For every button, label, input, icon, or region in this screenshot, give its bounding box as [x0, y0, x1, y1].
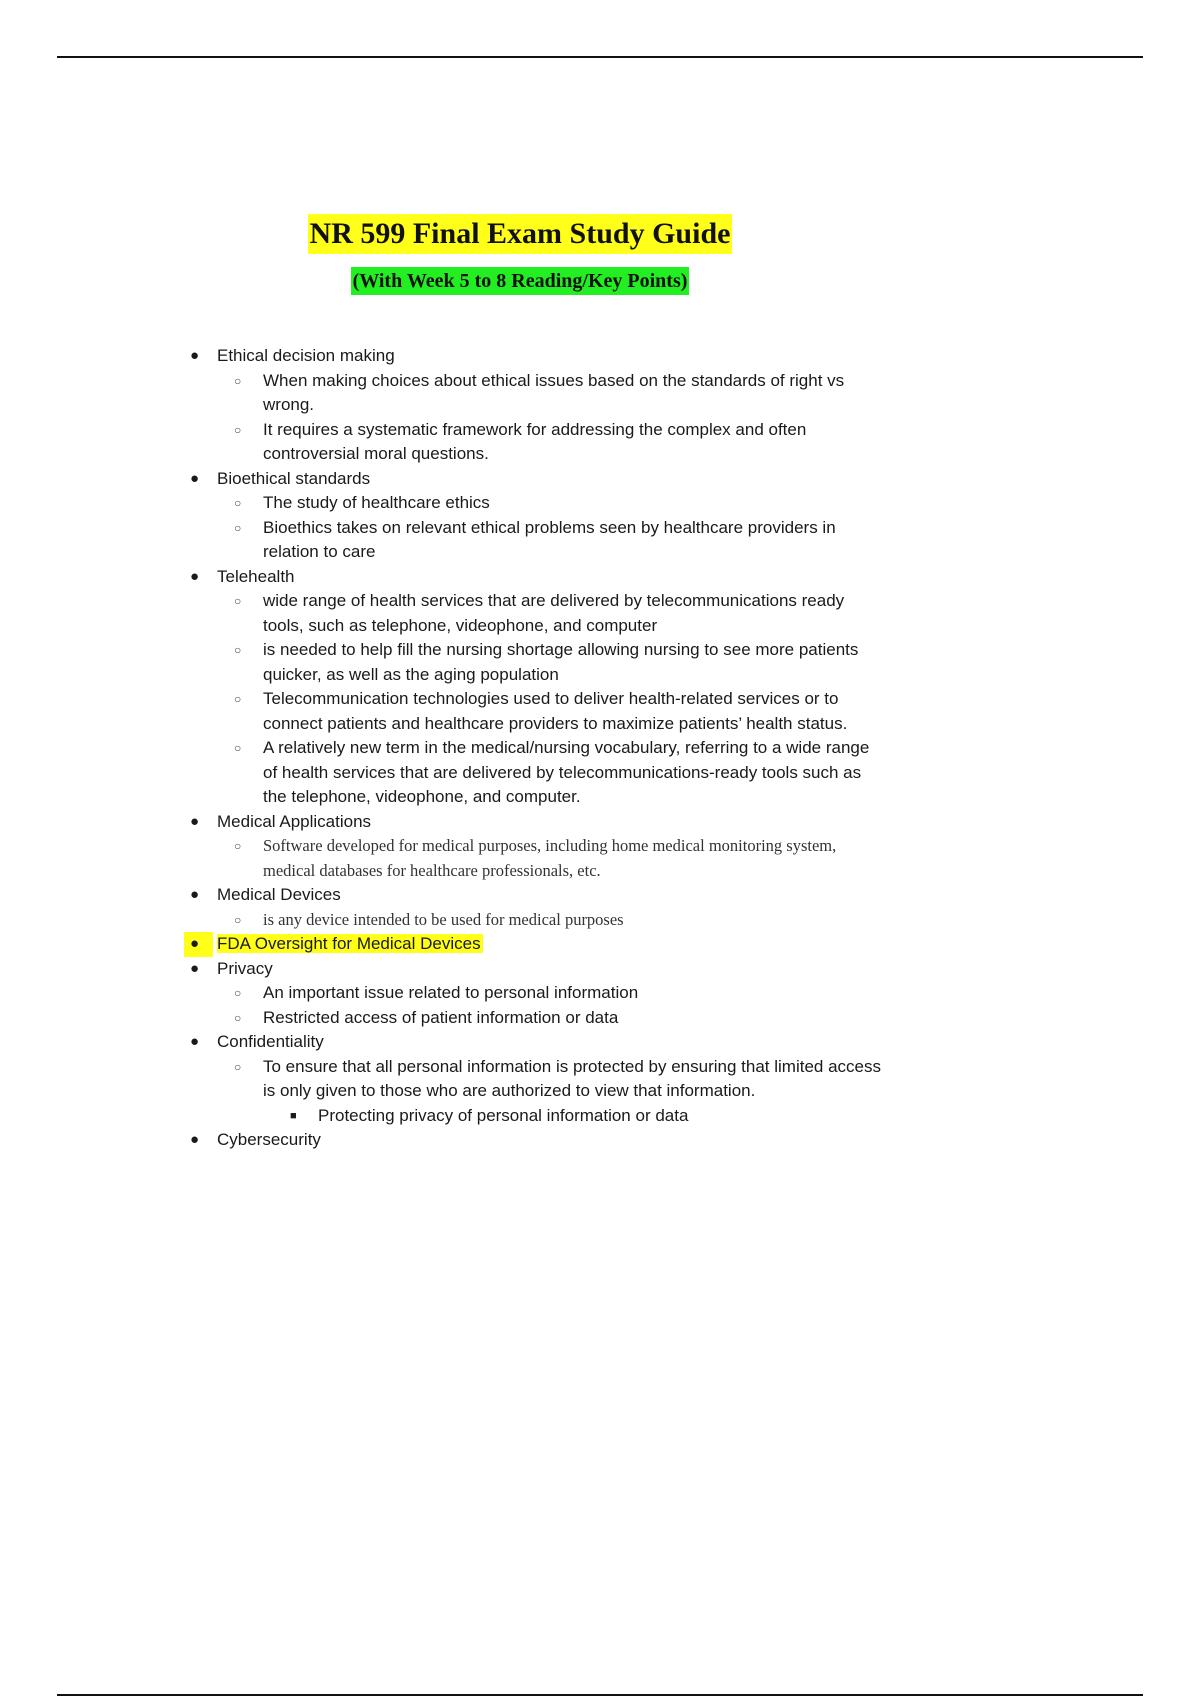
topic-label: Privacy — [217, 958, 273, 978]
topic-item — [188, 810, 888, 884]
bullet-circle-icon: ○ — [234, 496, 242, 510]
bullet-circle-icon: ○ — [234, 373, 242, 388]
document-title: NR 599 Final Exam Study Guide — [308, 214, 733, 254]
subpoint-item — [234, 516, 888, 565]
detail-item — [290, 1104, 888, 1129]
topic-label: Bioethical standards — [217, 468, 371, 488]
subpoint-text: A relatively new term in the medical/nursing vocabulary, referring to a wide range of health services that are delivered by telecommunications-ready tools such as the telephone, videophone, and computer. — [263, 738, 870, 806]
bullet-circle-icon: ○ — [234, 1010, 242, 1025]
subpoint-text: To ensure that all personal information is protected by ensuring that limited access is only given to those who are authorized to view that information. — [263, 1056, 881, 1100]
bullet-circle-icon: ○ — [234, 422, 242, 437]
bullet-disc-icon: ● — [190, 567, 200, 585]
subpoint-item — [234, 418, 888, 467]
subpoint-text: An important issue related to personal information — [263, 983, 639, 1002]
subpoint-list — [234, 1055, 888, 1129]
subpoint-text: is any device intended to be used for medical purposes — [263, 909, 624, 929]
top-rule — [57, 56, 1143, 58]
subpoint-item — [234, 981, 888, 1006]
bullet-circle-icon: ○ — [234, 741, 242, 755]
bullet-disc-icon: ● — [190, 1033, 200, 1050]
subpoint-list — [234, 491, 888, 565]
topic-item — [188, 1030, 888, 1128]
title-container — [0, 214, 1040, 254]
subpoint-list — [234, 834, 888, 883]
bullet-square-icon: ■ — [290, 1109, 297, 1122]
topic-label: Ethical decision making — [217, 346, 395, 365]
topic-list — [188, 344, 888, 1153]
subpoint-item — [234, 369, 888, 418]
topic-item — [188, 957, 888, 1031]
bullet-circle-icon: ○ — [234, 839, 242, 853]
bullet-circle-icon: ○ — [234, 643, 242, 657]
study-guide-list — [188, 344, 888, 1153]
subpoint-list — [234, 981, 888, 1030]
subpoint-item — [234, 1055, 888, 1129]
topic-label: Confidentiality — [217, 1032, 324, 1051]
subpoint-item — [234, 908, 888, 933]
topic-label: Medical Devices — [217, 885, 341, 904]
detail-text: Protecting privacy of personal information or data — [318, 1105, 689, 1125]
subpoint-list — [234, 589, 888, 810]
bullet-circle-icon: ○ — [234, 692, 242, 706]
bullet-disc-icon: ● — [190, 1131, 200, 1148]
topic-item — [188, 344, 888, 467]
subpoint-item — [234, 491, 888, 516]
topic-label: Telehealth — [217, 566, 295, 586]
subpoint-list — [234, 369, 888, 467]
bullet-circle-icon: ○ — [234, 986, 242, 1000]
topic-item — [188, 565, 888, 810]
subpoint-text: When making choices about ethical issues based on the standards of right vs wrong. — [263, 370, 845, 414]
subtitle-container — [0, 267, 1040, 295]
bullet-disc-icon: ● — [190, 959, 200, 977]
document-subtitle: (With Week 5 to 8 Reading/Key Points) — [351, 267, 690, 295]
subpoint-text: Software developed for medical purposes, including home medical monitoring system, medical databases for healthcare professionals, etc. — [263, 836, 837, 880]
bullet-disc-icon: ● — [190, 469, 200, 487]
topic-item — [188, 1128, 888, 1153]
subpoint-list — [234, 908, 888, 933]
bullet-disc-icon: ● — [190, 347, 200, 364]
bullet-disc-icon: ● — [190, 935, 200, 952]
bullet-disc-icon: ● — [190, 812, 200, 830]
subpoint-text: It requires a systematic framework for addressing the complex and often controversial moral questions. — [263, 419, 807, 463]
bullet-circle-icon: ○ — [234, 912, 242, 927]
subpoint-text: Restricted access of patient information or data — [263, 1007, 619, 1027]
topic-label: Medical Applications — [217, 811, 372, 831]
topic-item — [188, 467, 888, 565]
subpoint-item — [234, 1006, 888, 1031]
subpoint-item — [234, 638, 888, 687]
topic-label: Cybersecurity — [217, 1130, 321, 1149]
bullet-circle-icon: ○ — [234, 594, 242, 608]
subpoint-item — [234, 736, 888, 810]
topic-label: FDA Oversight for Medical Devices — [217, 934, 481, 953]
topic-item — [188, 883, 888, 932]
bullet-disc-icon: ● — [190, 886, 200, 903]
topic-item — [184, 932, 888, 957]
bullet-circle-icon: ○ — [234, 520, 242, 535]
bullet-circle-icon: ○ — [234, 1059, 242, 1074]
subpoint-text: Bioethics takes on relevant ethical problems seen by healthcare providers in relation to care — [263, 517, 836, 561]
subpoint-text: is needed to help fill the nursing shortage allowing nursing to see more patients quicker, as well as the aging population — [263, 640, 859, 684]
subpoint-item — [234, 687, 888, 736]
subpoint-text: wide range of health services that are delivered by telecommunications ready tools, such as telephone, videophone, and computer — [263, 591, 845, 635]
bottom-rule — [57, 1694, 1143, 1696]
detail-list — [290, 1104, 888, 1129]
subpoint-text: Telecommunication technologies used to deliver health-related services or to connect patients and healthcare providers to maximize patients’ health status. — [263, 689, 848, 733]
subpoint-item — [234, 589, 888, 638]
subpoint-text: The study of healthcare ethics — [263, 493, 490, 512]
subpoint-item — [234, 834, 888, 883]
